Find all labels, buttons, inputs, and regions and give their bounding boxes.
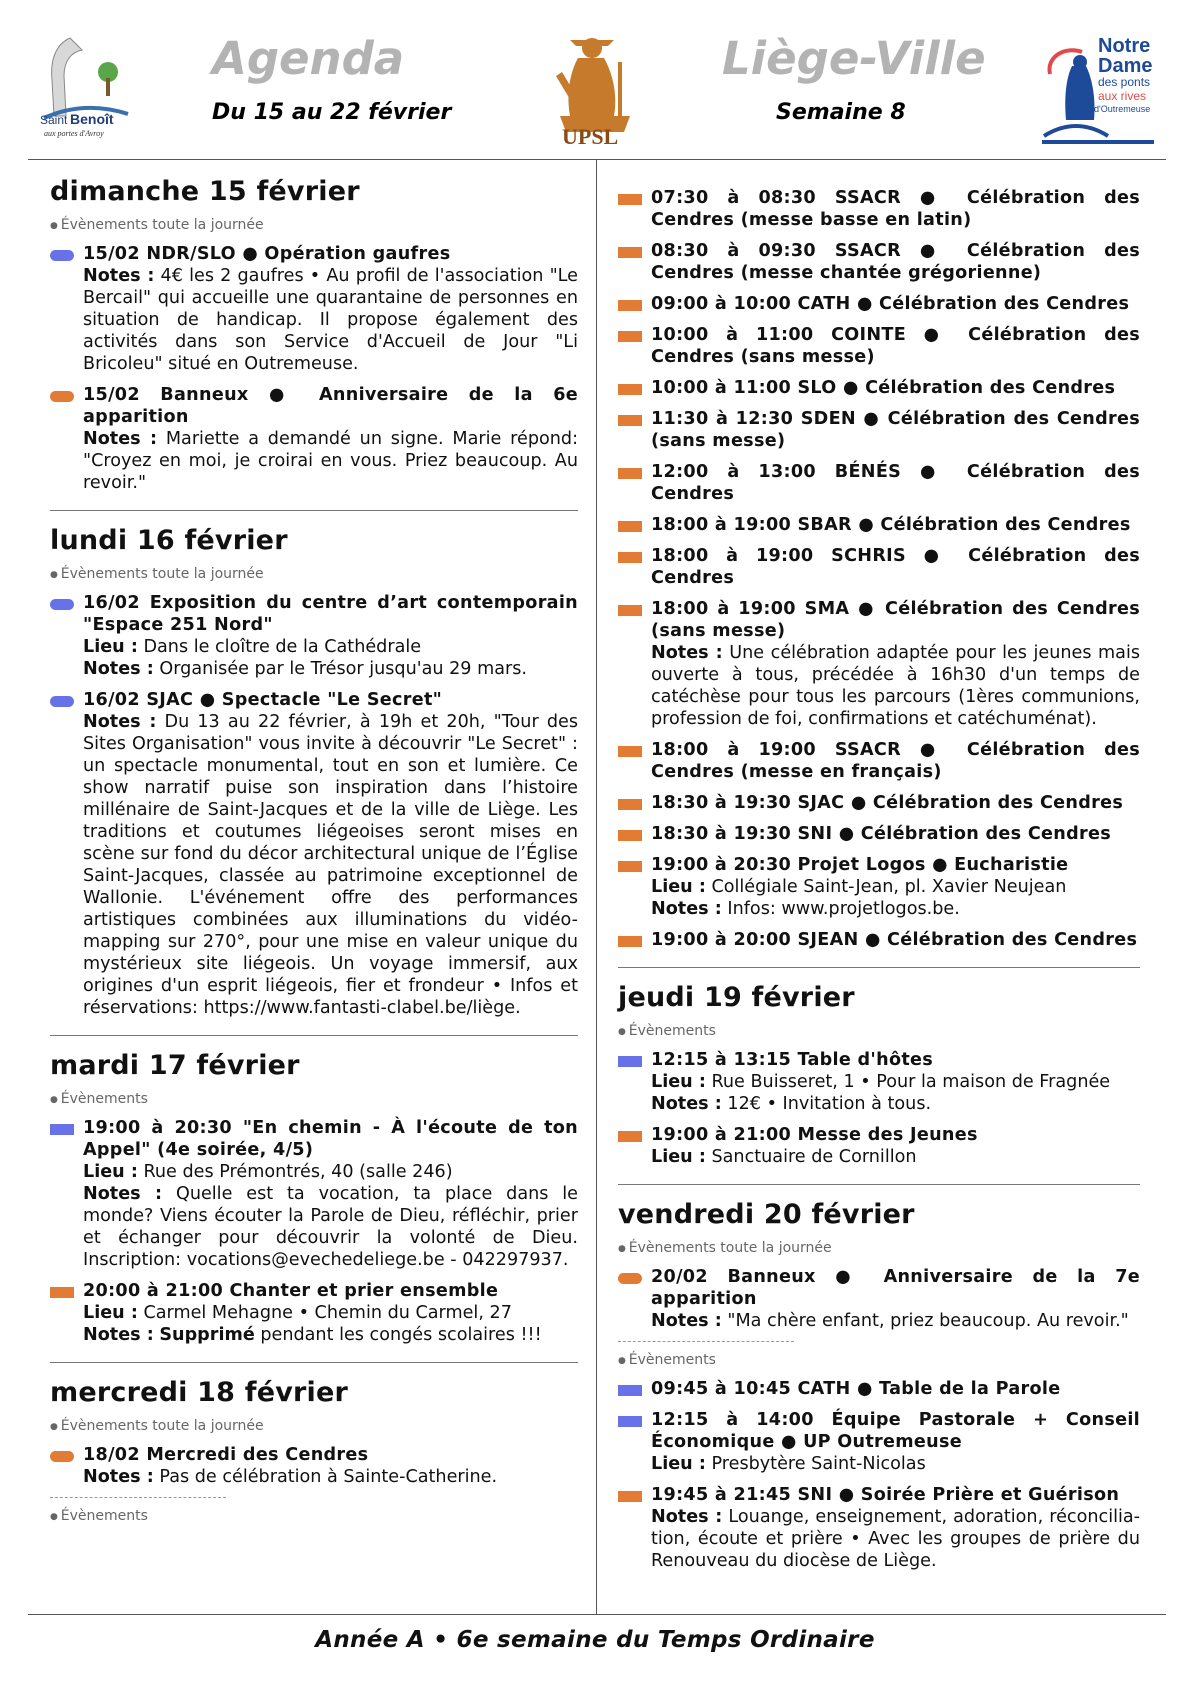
agenda-title: Agenda bbox=[212, 32, 405, 85]
event-marker bbox=[618, 1056, 642, 1067]
event-marker bbox=[50, 1451, 74, 1462]
event-marker bbox=[618, 300, 642, 311]
header-divider bbox=[28, 159, 1166, 160]
event-marker bbox=[50, 1124, 74, 1135]
category-all-day: ● Évènements toute la journée bbox=[618, 1240, 1140, 1258]
event-marker bbox=[50, 696, 74, 707]
event-item[interactable]: 20/02 Banneux ● Anniversaire de la 7e apparition Notes : "Ma chère enfant, priez beaucoup. Au revoir." bbox=[618, 1266, 1140, 1332]
day-separator bbox=[618, 967, 1140, 968]
event-item[interactable]: 18:30 à 19:30 SJAC ● Célébration des Cendres bbox=[618, 792, 1140, 814]
event-item[interactable]: 18:00 à 19:00 SSACR ● Célébration des Cendres (messe en français) bbox=[618, 739, 1140, 783]
day-separator bbox=[50, 1035, 578, 1036]
dashed-separator bbox=[50, 1497, 226, 1498]
day-separator bbox=[618, 1184, 1140, 1185]
column-divider bbox=[596, 160, 597, 1615]
event-marker bbox=[618, 1491, 642, 1502]
event-marker bbox=[618, 247, 642, 258]
svg-text:Benoît: Benoît bbox=[70, 111, 114, 127]
event-marker bbox=[618, 1273, 642, 1284]
event-item[interactable]: 18/02 Mercredi des Cendres Notes : Pas de célébration à Sainte-Catherine. bbox=[50, 1444, 578, 1488]
event-item[interactable]: 18:30 à 19:30 SNI ● Célébration des Cendres bbox=[618, 823, 1140, 845]
day-separator bbox=[50, 1362, 578, 1363]
event-item[interactable]: 15/02 NDR/SLO ● Opération gaufres Notes : 4€ les 2 gaufres • Au profil de l'association "Le Bercail" qui accueille une quarantaine de personnes en situation de handicap. Il propose également des activités dans son Service d'Accueil de Jour "Li Bricoleu" situé en Outremeuse. bbox=[50, 243, 578, 375]
event-marker bbox=[50, 599, 74, 610]
svg-text:UPSL: UPSL bbox=[562, 124, 619, 149]
event-marker bbox=[618, 936, 642, 947]
event-item[interactable]: 12:00 à 13:00 BÉNÉS ● Célébration des Cendres bbox=[618, 461, 1140, 505]
event-item[interactable]: 19:00 à 20:30 "En chemin - À l'écoute de ton Appel" (4e soirée, 4/5) Lieu : Rue des Prémontrés, 40 (salle 246) Notes : Quelle est ta vocation, ta place dans le monde? Viens écouter la Parole de Dieu, réfléchir, prier et échanger pour découvrir la volonté de Dieu. Inscription: vocations@evechedeliege.be - 042297937. bbox=[50, 1117, 578, 1271]
event-item[interactable]: 08:30 à 09:30 SSACR ● Célébration des Cendres (messe chantée grégorienne) bbox=[618, 240, 1140, 284]
event-item[interactable]: 16/02 SJAC ● Spectacle "Le Secret" Notes : Du 13 au 22 février, à 19h et 20h, "Tour des Sites Organisation" vous invite à découvrir "Le Secret" : un spectacle monumental, tout en son et lumière. Ce show narratif puise son inspiration dans l’histoire millénaire de Saint-Jacques et de la ville de Liège. Les traditions et coutumes liégeoises seront mises en scène sur fond du décor architectural unique de l’Église Saint-Jacques, classée au patrimoine exceptionnel de Wallonie. L'événement offre des performances artistiques combinées aux illuminations du vidéo-mapping sur 270°, pour une mise en valeur unique du mystérieux site liégeois. Un voyage immersif, aux origines d'un esprit liégeois, fier et frondeur • Infos et réservations: https://www.fantasti-clabel.be/liège. bbox=[50, 689, 578, 1019]
day-separator bbox=[50, 510, 578, 511]
event-marker bbox=[618, 799, 642, 810]
event-marker bbox=[618, 415, 642, 426]
event-item[interactable]: 11:30 à 12:30 SDEN ● Célébration des Cendres (sans messe) bbox=[618, 408, 1140, 452]
svg-text:Dame: Dame bbox=[1098, 55, 1153, 77]
event-marker bbox=[618, 521, 642, 532]
event-item[interactable]: 09:00 à 10:00 CATH ● Célébration des Cendres bbox=[618, 293, 1140, 315]
day-title-tuesday: mardi 17 février bbox=[50, 1050, 300, 1081]
event-item[interactable]: 12:15 à 13:15 Table d'hôtes Lieu : Rue Buisseret, 1 • Pour la maison de Fragnée Notes : 12€ • Invitation à tous. bbox=[618, 1049, 1140, 1115]
date-range: Du 15 au 22 février bbox=[212, 100, 452, 125]
event-item[interactable]: 07:30 à 08:30 SSACR ● Célébration des Cendres (messe basse en latin) bbox=[618, 187, 1140, 231]
event-marker bbox=[618, 384, 642, 395]
event-marker bbox=[618, 552, 642, 563]
left-column bbox=[50, 176, 578, 1534]
svg-text:Notre: Notre bbox=[1098, 35, 1151, 57]
event-item[interactable]: 20:00 à 21:00 Chanter et prier ensemble Lieu : Carmel Mehagne • Chemin du Carmel, 27 Notes : Supprimé pendant les congés scolaires !!! bbox=[50, 1280, 578, 1346]
event-item[interactable]: 19:00 à 21:00 Messe des Jeunes Lieu : Sanctuaire de Cornillon bbox=[618, 1124, 1140, 1168]
event-marker bbox=[618, 1131, 642, 1142]
event-item[interactable]: 18:00 à 19:00 SCHRIS ● Célébration des Cendres bbox=[618, 545, 1140, 589]
event-item[interactable]: 19:45 à 21:45 SNI ● Soirée Prière et Guérison Notes : Louange, enseignement, adoration, réconcilia-tion, écoute et prière • Avec les groupes de prière du Renouveau du diocèse de Liège. bbox=[618, 1484, 1140, 1572]
saint-benoit-logo bbox=[36, 30, 132, 142]
event-item[interactable]: 16/02 Exposition du centre d’art contemporain "Espace 251 Nord" Lieu : Dans le cloître de la Cathédrale Notes : Organisée par le Trésor jusqu'au 29 mars. bbox=[50, 592, 578, 680]
event-marker bbox=[618, 830, 642, 841]
category-all-day: ● Évènements toute la journée bbox=[50, 1418, 578, 1436]
event-marker bbox=[50, 1287, 74, 1298]
event-item[interactable]: 15/02 Banneux ● Anniversaire de la 6e apparition Notes : Mariette a demandé un signe. Marie répond: "Croyez en moi, je croirai en vous. Priez beaucoup. Au revoir." bbox=[50, 384, 578, 494]
day-title-thursday: jeudi 19 février bbox=[618, 982, 855, 1013]
notre-dame-logo bbox=[1036, 34, 1158, 152]
category-events: ● Évènements bbox=[618, 1352, 1140, 1370]
event-marker bbox=[618, 1416, 642, 1427]
day-title-monday: lundi 16 février bbox=[50, 525, 288, 556]
event-item[interactable]: 18:00 à 19:00 SMA ● Célébration des Cendres (sans messe) Notes : Une célébration adaptée pour les jeunes mais ouverte à tous, précédée à 16h30 d'un temps de catéchèse pour tous les parcours (1ères communions, profession de foi, confirmations et catéchuménat). bbox=[618, 598, 1140, 730]
event-marker bbox=[618, 468, 642, 479]
liege-ville-title: Liège-Ville bbox=[722, 32, 986, 85]
event-marker bbox=[618, 331, 642, 342]
event-marker bbox=[50, 391, 74, 402]
liturgical-footer: Année A • 6e semaine du Temps Ordinaire bbox=[315, 1627, 875, 1653]
event-item[interactable]: 10:00 à 11:00 SLO ● Célébration des Cendres bbox=[618, 377, 1140, 399]
category-all-day: ● Évènements toute la journée bbox=[50, 566, 578, 584]
day-title-wednesday: mercredi 18 février bbox=[50, 1377, 349, 1408]
event-marker bbox=[618, 746, 642, 757]
category-events: ● Évènements bbox=[50, 1091, 578, 1109]
event-item[interactable]: 19:00 à 20:00 SJEAN ● Célébration des Cendres bbox=[618, 929, 1140, 951]
footer-divider bbox=[28, 1614, 1166, 1615]
event-item[interactable]: 10:00 à 11:00 COINTE ● Célébration des Cendres (sans messe) bbox=[618, 324, 1140, 368]
right-column bbox=[618, 187, 1140, 1581]
category-events: ● Évènements bbox=[618, 1023, 1140, 1041]
dashed-separator bbox=[618, 1341, 794, 1342]
event-item[interactable]: 12:15 à 14:00 Équipe Pastorale + Conseil Économique ● UP Outremeuse Lieu : Presbytère Saint-Nicolas bbox=[618, 1409, 1140, 1475]
svg-text:aux portes d'Avroy: aux portes d'Avroy bbox=[44, 129, 104, 138]
event-marker bbox=[618, 605, 642, 616]
svg-text:d'Outremeuse: d'Outremeuse bbox=[1094, 104, 1151, 114]
category-all-day: ● Évènements toute la journée bbox=[50, 217, 578, 235]
svg-text:des ponts: des ponts bbox=[1098, 75, 1151, 89]
svg-text:aux rives: aux rives bbox=[1098, 89, 1147, 103]
category-events: ● Évènements bbox=[50, 1508, 578, 1526]
day-title-sunday: dimanche 15 février bbox=[50, 176, 360, 207]
event-marker bbox=[618, 194, 642, 205]
upsl-logo bbox=[540, 32, 650, 150]
event-marker bbox=[50, 250, 74, 261]
event-marker bbox=[618, 1385, 642, 1396]
event-item[interactable]: 09:45 à 10:45 CATH ● Table de la Parole bbox=[618, 1378, 1140, 1400]
svg-text:Saint: Saint bbox=[40, 113, 68, 127]
week-number: Semaine 8 bbox=[776, 100, 906, 125]
event-marker bbox=[618, 861, 642, 872]
event-item[interactable]: 18:00 à 19:00 SBAR ● Célébration des Cendres bbox=[618, 514, 1140, 536]
day-title-friday: vendredi 20 février bbox=[618, 1199, 915, 1230]
event-item[interactable]: 19:00 à 20:30 Projet Logos ● Eucharistie Lieu : Collégiale Saint-Jean, pl. Xavier Neujean Notes : Infos: www.projetlogos.be. bbox=[618, 854, 1140, 920]
